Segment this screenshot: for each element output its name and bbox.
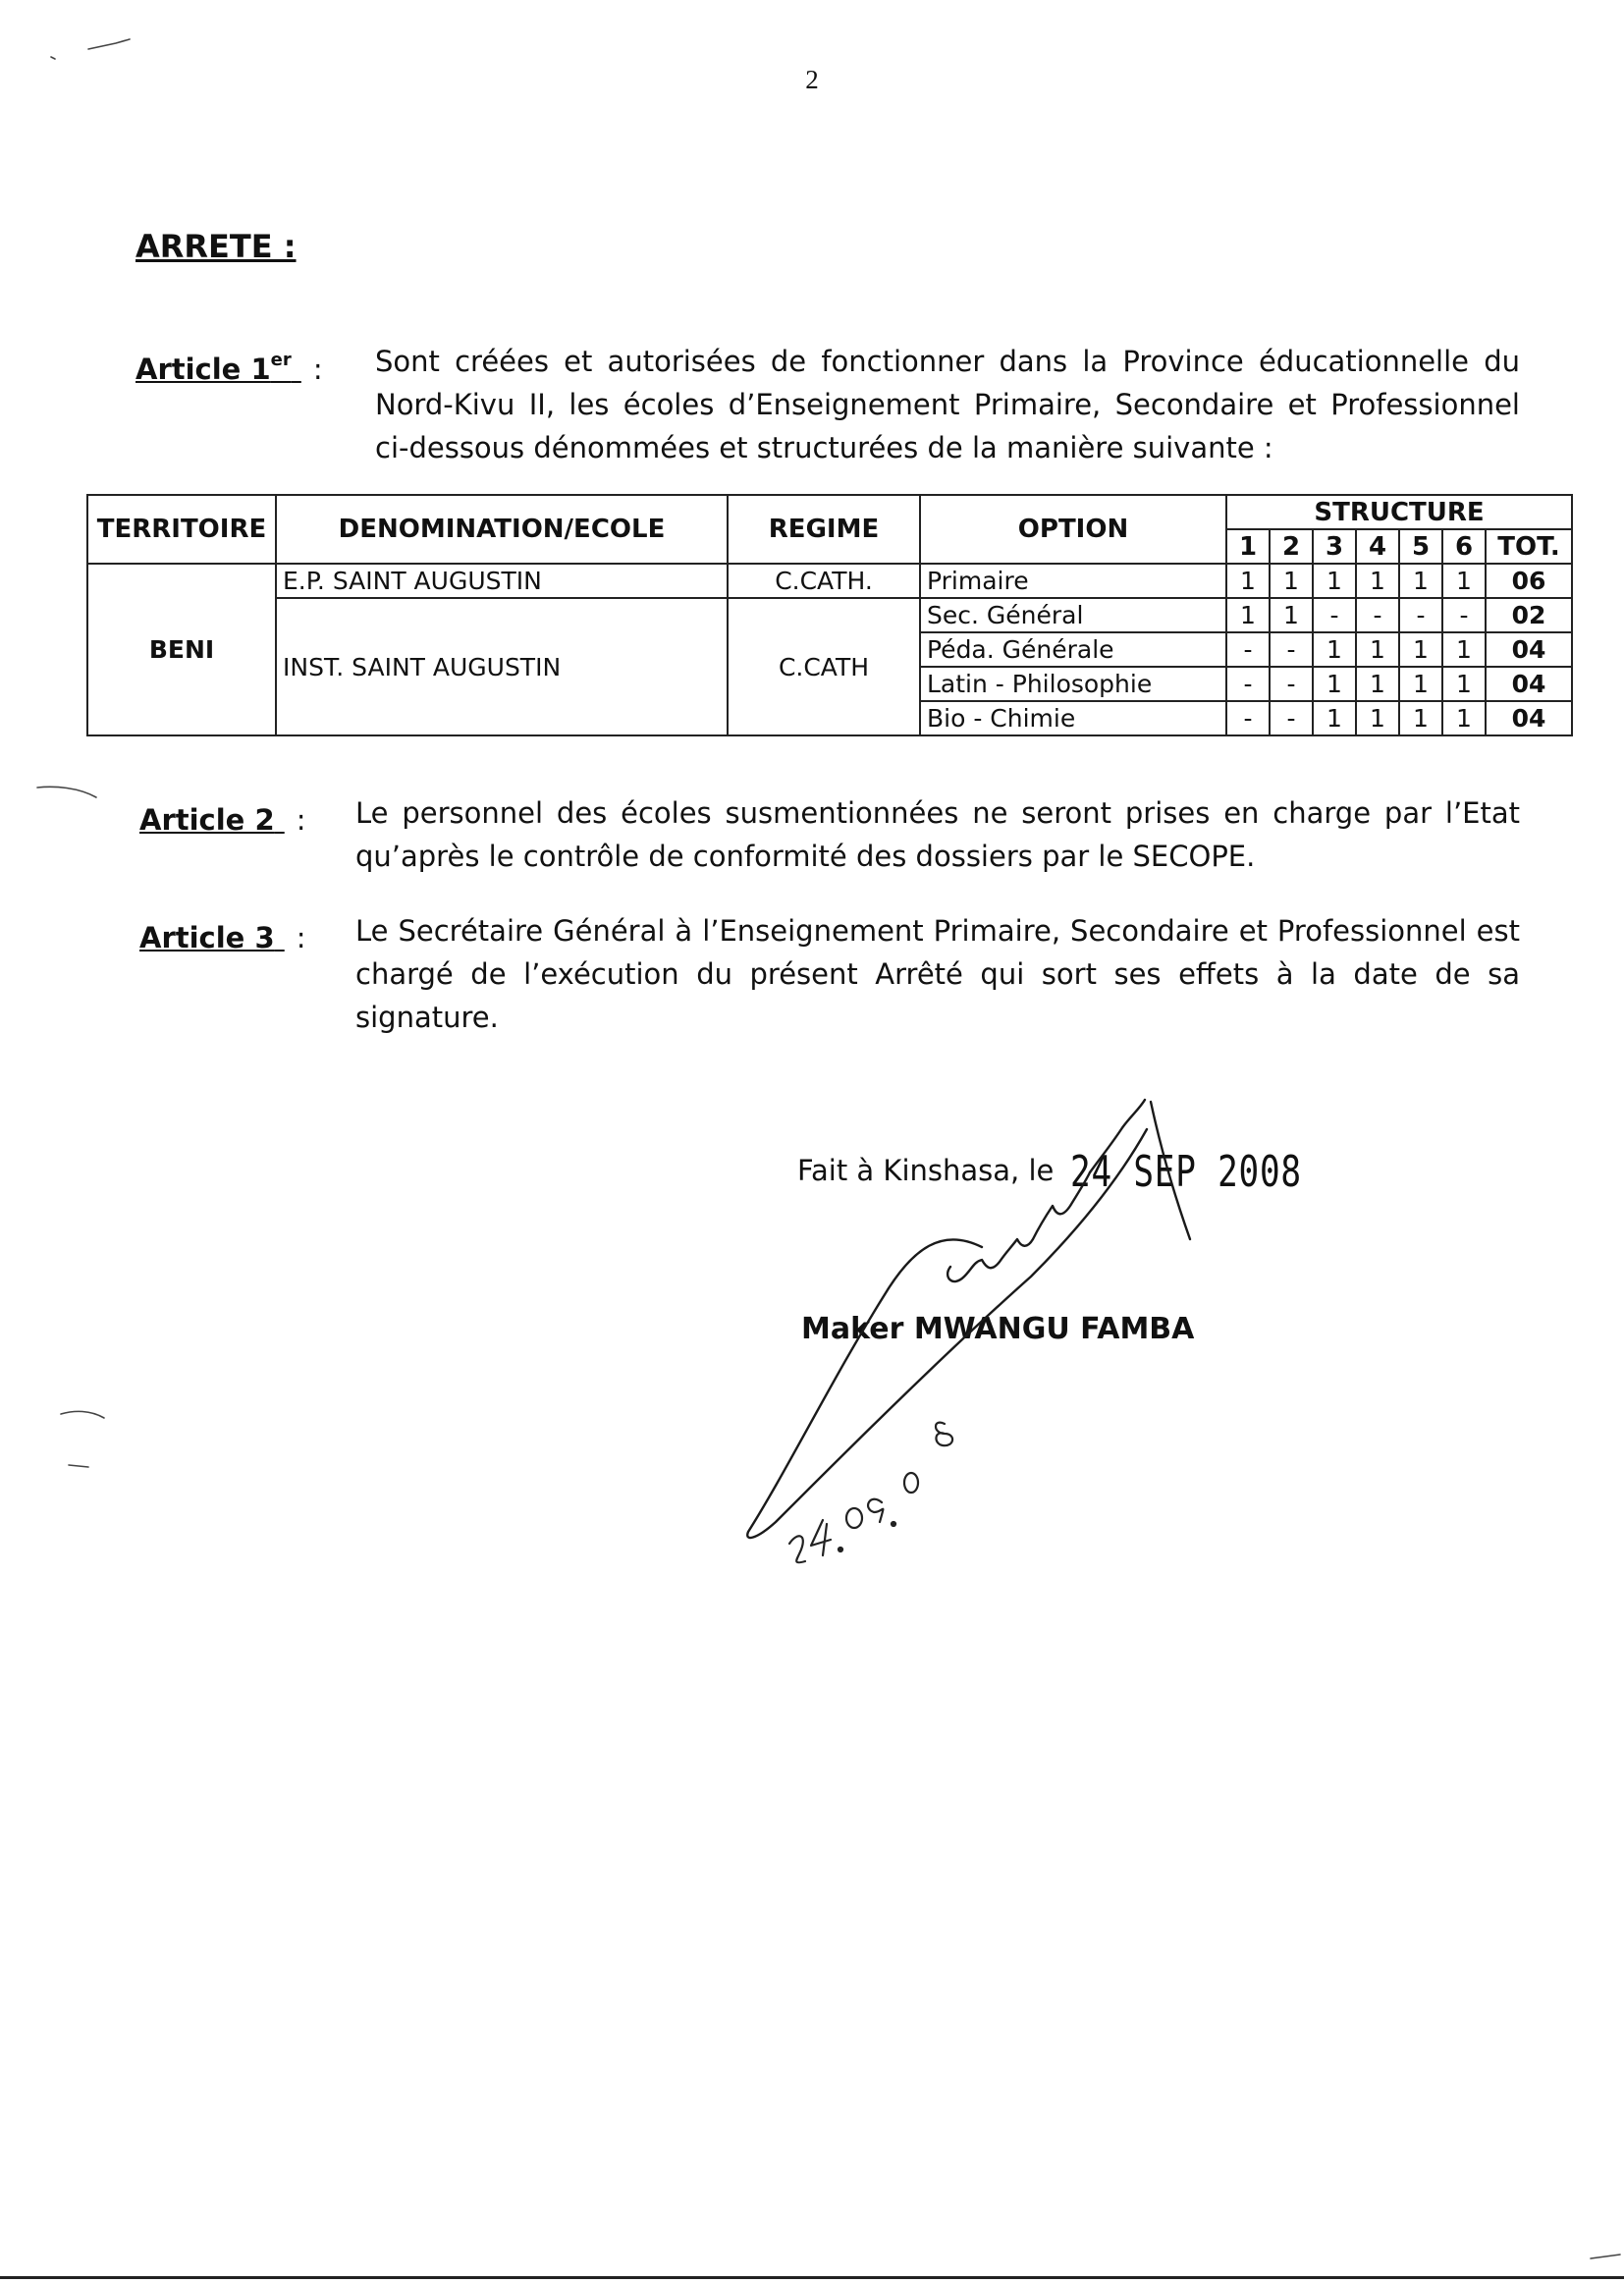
level-cell: - [1442, 598, 1486, 632]
article-2-label-text: Article 2 [139, 803, 275, 837]
date-stamp: 24 SEP 2008 [1070, 1147, 1302, 1197]
level-cell: 1 [1226, 564, 1270, 598]
level-cell: - [1226, 667, 1270, 701]
level-cell: - [1226, 701, 1270, 735]
article-2-text: Le personnel des écoles susmentionnées ne seront prises en charge par l’Etat qu’après le contrôle de conformité des dossiers par le SECOPE. [355, 796, 1520, 873]
decree-heading: ARRETE : [135, 228, 297, 265]
article-3-text: Le Secrétaire Général à l’Enseignement Primaire, Secondaire et Professionnel est chargé de l’exécution du présent Arrêté qui sort ses effets à la date de sa signature. [355, 914, 1520, 1034]
level-cell: 1 [1399, 667, 1442, 701]
level-cell: 1 [1313, 564, 1356, 598]
level-cell: 1 [1399, 564, 1442, 598]
option-cell: Bio - Chimie [920, 701, 1226, 735]
level-cell: 1 [1442, 632, 1486, 667]
level-cell: 1 [1313, 701, 1356, 735]
header-level-3: 3 [1313, 529, 1356, 564]
page-bottom-edge [0, 2276, 1624, 2279]
header-territoire: TERRITOIRE [87, 495, 276, 564]
total-cell: 04 [1486, 632, 1572, 667]
article-3-colon: : [296, 921, 306, 954]
level-cell: 1 [1442, 564, 1486, 598]
level-cell: 1 [1356, 632, 1399, 667]
total-cell: 04 [1486, 667, 1572, 701]
level-cell: - [1356, 598, 1399, 632]
article-1-label-sup: er [270, 350, 292, 370]
territoire-cell: BENI [87, 564, 276, 735]
regime-cell: C.CATH. [728, 564, 920, 598]
level-cell: - [1270, 701, 1313, 735]
place-date-text: Fait à Kinshasa, le [797, 1154, 1055, 1187]
level-cell: - [1313, 598, 1356, 632]
level-cell: 1 [1226, 598, 1270, 632]
option-cell: Sec. Général [920, 598, 1226, 632]
header-level-5: 5 [1399, 529, 1442, 564]
article-1-label-text: Article 1 [135, 353, 271, 386]
header-level-6: 6 [1442, 529, 1486, 564]
option-cell: Latin - Philosophie [920, 667, 1226, 701]
level-cell: 1 [1356, 564, 1399, 598]
header-level-1: 1 [1226, 529, 1270, 564]
school-name-cell: INST. SAINT AUGUSTIN [276, 598, 728, 735]
article-1-text: Sont créées et autorisées de fonctionner dans la Province éducationnelle du Nord-Kivu II, les écoles d’Enseignement Primaire, Secondaire et Professionnel ci-dessous dénommées et structurées de la manière suivante : [375, 345, 1520, 464]
level-cell: - [1399, 598, 1442, 632]
level-cell: - [1226, 632, 1270, 667]
article-3-label-text: Article 3 [139, 921, 275, 954]
header-structure: STRUCTURE [1226, 495, 1572, 529]
level-cell: - [1270, 667, 1313, 701]
header-total: TOT. [1486, 529, 1572, 564]
header-regime: REGIME [728, 495, 920, 564]
level-cell: 1 [1313, 632, 1356, 667]
level-cell: 1 [1442, 701, 1486, 735]
level-cell: 1 [1313, 667, 1356, 701]
total-cell: 06 [1486, 564, 1572, 598]
header-option: OPTION [920, 495, 1226, 564]
article-1-colon: : [312, 353, 323, 386]
level-cell: 1 [1270, 564, 1313, 598]
regime-cell: C.CATH [728, 598, 920, 735]
level-cell: 1 [1442, 667, 1486, 701]
level-cell: 1 [1399, 701, 1442, 735]
option-cell: Primaire [920, 564, 1226, 598]
header-denomination: DENOMINATION/ECOLE [276, 495, 728, 564]
option-cell: Péda. Générale [920, 632, 1226, 667]
header-level-4: 4 [1356, 529, 1399, 564]
school-name-cell: E.P. SAINT AUGUSTIN [276, 564, 728, 598]
level-cell: 1 [1270, 598, 1313, 632]
article-2-colon: : [296, 803, 306, 837]
level-cell: 1 [1356, 701, 1399, 735]
header-level-2: 2 [1270, 529, 1313, 564]
level-cell: 1 [1356, 667, 1399, 701]
total-cell: 02 [1486, 598, 1572, 632]
level-cell: - [1270, 632, 1313, 667]
total-cell: 04 [1486, 701, 1572, 735]
level-cell: 1 [1399, 632, 1442, 667]
signatory-name: Maker MWANGU FAMBA [801, 1312, 1195, 1346]
page-number: 2 [805, 65, 819, 94]
